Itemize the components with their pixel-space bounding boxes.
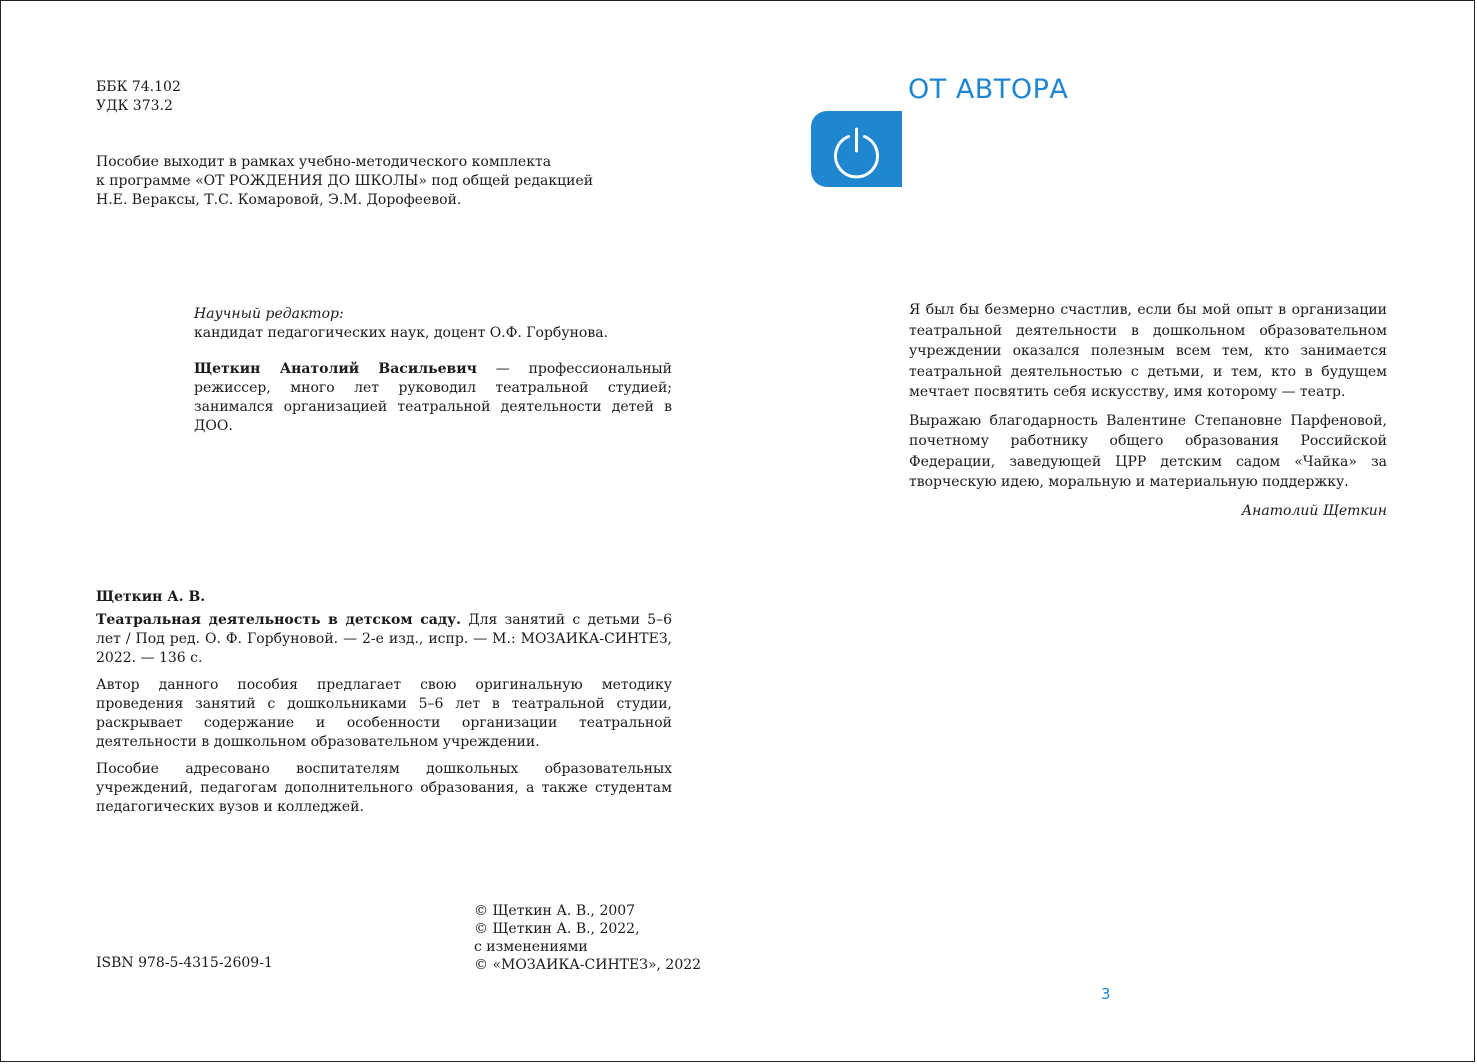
editor-name: кандидат педагогических наук, доцент О.Ф. Горбунова. [194,325,609,341]
catalog-author: Щеткин А. В. [96,589,206,605]
power-icon [811,111,902,187]
series-note [96,153,656,210]
catalog-title: Театральная деятельность в детском саду. [96,612,461,628]
series-note-line-1: Пособие выходит в рамках учебно-методического комплекта [96,154,552,170]
catalog-details: Для занятий с детьми 5–6 лет / Под ред. О. Ф. Горбуновой. — 2-е изд., испр. — М.: МОЗАИКА-СИНТЕЗ, 2022. — 136 с. [96,612,672,666]
isbn: ISBN 978-5-4315-2609-1 [96,955,273,971]
copyright-line-1: © Щеткин А. В., 2007 [474,903,636,919]
foreword-paragraph-1: Я был бы безмерно счастлив, если бы мой опыт в организации театральной деятельности в дошкольном образовательном учреждении оказался полезным всем тем, кто занимается театральной деятельностью с детьми, и тем, кто в будущем мечтает посвятить себя искусству, имя которому — театр. [909,302,1387,400]
copyright-line-3: с изменениями [474,939,588,955]
editor-block [194,305,672,343]
editor-label: Научный редактор: [194,306,344,322]
series-note-line-2: к программе «ОТ РОЖДЕНИЯ ДО ШКОЛЫ» под общей редакцией [96,173,594,189]
series-note-line-3: Н.Е. Вераксы, Т.С. Комаровой, Э.М. Дорофеевой. [96,192,462,208]
power-icon-badge [811,111,902,187]
copyright-line-4: © «МОЗАИКА-СИНТЕЗ», 2022 [474,957,702,973]
catalog-block [96,611,672,825]
page-number: 3 [1101,985,1111,1003]
copyright-line-2: © Щеткин А. В., 2022, [474,921,640,937]
copyright-block [474,902,701,974]
page-title: ОТ АВТОРА [908,74,1069,105]
catalog-audience: Пособие адресовано воспитателям дошкольных образовательных учреждений, педагогам дополнительного образования, а также студентам педагогических вузов и колледжей. [96,761,672,815]
foreword-paragraph-2: Выражаю благодарность Валентине Степановне Парфеновой, почетному работнику общего образования Российской Федерации, заведующей ЦРР детским садом «Чайка» за творческую идею, моральную и материальную поддержку. [909,412,1387,490]
foreword-body [909,300,1387,501]
catalog-entry [96,611,672,668]
author-signature: Анатолий Щеткин [1241,503,1387,519]
catalog-abstract: Автор данного пособия предлагает свою оригинальную методику проведения занятий с дошкольниками 5–6 лет в театральной студии, раскрывает содержание и особенности организации театральной деятельности в дошкольном образовательном учреждении. [96,677,672,750]
bbk-code: ББК 74.102 [96,79,181,95]
author-bio [194,360,672,436]
author-bio-name: Щеткин Анатолий Васильевич [194,361,477,377]
author-bio-text: — профессиональный режиссер, много лет руководил театральной студией; занимался организацией театральной деятельности детей в ДОО. [194,361,672,434]
udk-code: УДК 373.2 [96,98,173,114]
